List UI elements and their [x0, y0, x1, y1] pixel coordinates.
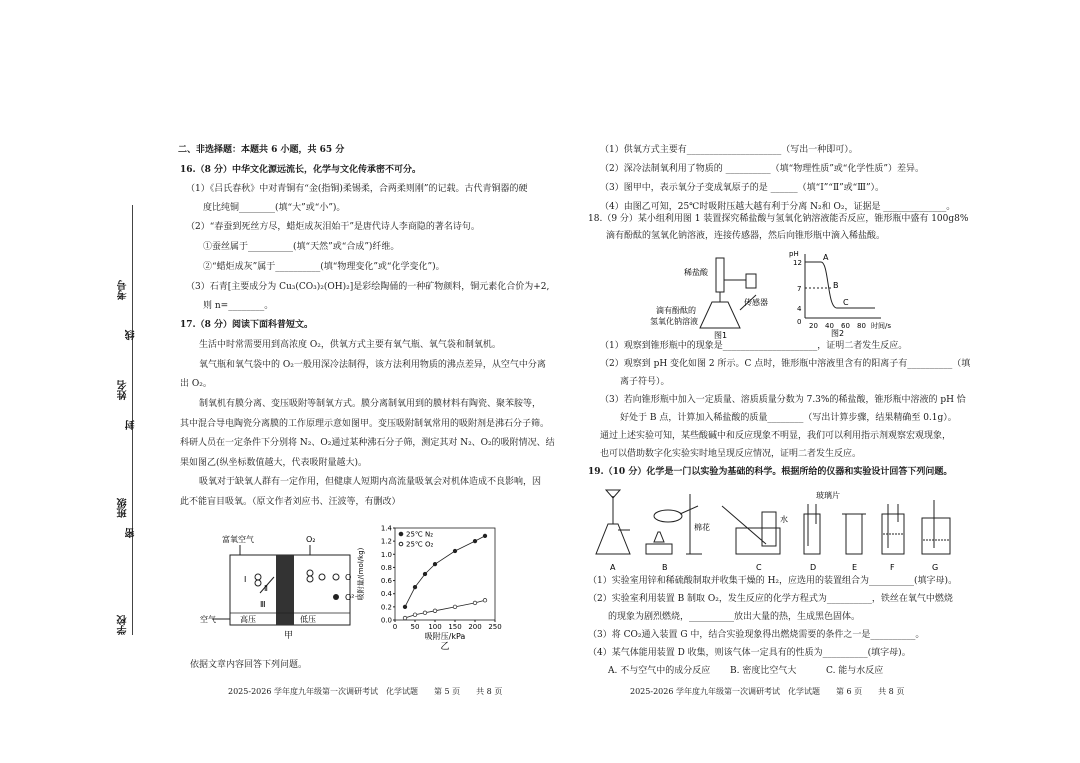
glass-plate-label: 玻璃片	[816, 491, 840, 500]
seal-xian: 线	[126, 330, 137, 340]
seal-feng: 封	[126, 420, 137, 430]
q19-title: 19.（10 分）化学是一门以实验为基础的科学。根据所给的仪器和实验设计回答下列问题。	[588, 467, 953, 477]
legend-marker	[399, 542, 403, 546]
q17-p3d: 果如图乙(纵坐标数值越大，代表吸附量越大)。	[180, 458, 368, 468]
label-d: D	[810, 563, 817, 572]
legend-o: O	[345, 573, 352, 582]
q18-title-2: 滴有酚酞的氢氧化钠溶液，连接传感器，然后向锥形瓶中滴入稀盐酸。	[606, 231, 886, 241]
q17-p3c: 科研人员在一定条件下分别将 N₂、O₂通过某种沸石分子筛，测定其对 N₂、O₂的吸附情况、结	[180, 438, 555, 448]
class-label: 班级	[118, 498, 129, 518]
x-tick-label: 150	[448, 623, 462, 631]
x-tick-label: 250	[488, 623, 502, 631]
option-a: A. 不与空气中的成分反应	[608, 666, 711, 676]
q16-2b: ②“蜡炬成灰”属于__________(填“物理变化”或“化学变化”)。	[203, 262, 445, 272]
enriched-air-label: 富氧空气	[222, 535, 254, 544]
apparatus-f	[882, 504, 904, 554]
data-point-n2	[403, 605, 407, 609]
q17-p2a: 氧气瓶和氧气袋中的 O₂一般用深冷法制得，该方法利用物质的沸点差异，从空气中分离	[199, 360, 546, 370]
r-q1: （1）供氧方式主要有_____________________（写出一种即可）。	[600, 145, 858, 155]
q16-2: （2）“春蚕到死丝方尽，蜡炬成灰泪始干”是唐代诗人李商隐的著名诗句。	[186, 222, 480, 232]
q19-3: （3）将 CO₂通入装置 G 中，结合实验现象得出燃烧需要的条件之一是__________。	[588, 630, 925, 640]
roman-1: Ⅰ	[244, 575, 247, 584]
legend-label: 25℃ N₂	[406, 530, 434, 539]
q16-title: 16.（8 分）中华文化源远流长，化学与文化传承密不可分。	[180, 165, 422, 175]
q16-1a: （1）《吕氏春秋》中对青铜有“金(指铜)柔锡柔，合两柔则刚”的记载。古代青铜器的硬	[186, 184, 528, 194]
q17-p3a: 制氧机有膜分离、变压吸附等制氧方式。膜分离制氧用到的膜材料有陶瓷、聚苯胺等，	[199, 399, 542, 409]
q16-3b: 则 n=________。	[203, 301, 274, 311]
data-point-o2	[433, 609, 437, 613]
air-label: 空气	[200, 615, 216, 624]
q18-2b: 离子符号）。	[620, 377, 670, 387]
membrane	[276, 555, 294, 625]
y-tick-label: 0.6	[380, 577, 392, 586]
y-tick-label: 1.2	[380, 537, 392, 546]
figure-2-ph	[785, 248, 915, 338]
fig2-y-4: 4	[797, 305, 802, 313]
fig1-solution-label-1: 滴有酚酞的	[656, 306, 696, 315]
fig2-x-60: 60	[841, 322, 850, 330]
section-title: 二、非选择题：本题共 6 小题，共 65 分	[178, 145, 345, 155]
legend-o2minus: O²⁻	[345, 593, 359, 602]
q17-p4b: 此不能盲目吸氧。（原文作者刘应书、汪波等，有删改）	[180, 497, 401, 507]
q19-1: （1）实验室用锌和稀硫酸制取并收集干燥的 H₂，应选用的装置组合为__________(填字母)。	[588, 576, 958, 586]
school-label: 学校	[118, 615, 129, 635]
fig1-acid-label: 稀盐酸	[684, 268, 708, 277]
q18-1: （1）观察到锥形瓶中的现象是_____________________，证明二者发生反应。	[600, 341, 908, 351]
data-point-n2	[453, 549, 457, 553]
fig2-y-12: 12	[793, 259, 802, 267]
data-point-o2	[403, 616, 407, 620]
option-c: C. 能与水反应	[826, 666, 884, 676]
q18-3a: （3）若向锥形瓶中加入一定质量、溶质质量分数为 7.3%的稀盐酸，锥形瓶中溶液的 pH 恰	[600, 395, 966, 405]
apparatus-row	[590, 484, 960, 574]
cotton-label: 棉花	[694, 523, 710, 532]
left-footer: 2025-2026 学年度九年级第一次调研考试 化学试题 第 5 页 共 8 页	[228, 687, 503, 696]
q18-title: 18.（9 分）某小组利用图 1 装置探究稀盐酸与氢氧化钠溶液能否反应，锥形瓶中盛有 100g8%	[588, 214, 969, 224]
high-pressure-label: 高压	[240, 615, 256, 624]
data-point-o2	[473, 601, 477, 605]
q17-p1: 生活中时常需要用到高浓度 O₂，供氧方式主要有氧气瓶、氧气袋和制氧机。	[199, 340, 501, 350]
roman-2: Ⅱ	[264, 584, 268, 593]
q17-p3b: 其中混合导电陶瓷分离膜的工作原理示意如图甲。变压吸附制氧常用的吸附剂是沸石分子筛。	[180, 419, 550, 429]
label-e: E	[852, 563, 858, 572]
data-point-n2	[433, 562, 437, 566]
fig1-caption: 图1	[714, 331, 728, 340]
low-pressure-label: 低压	[300, 615, 316, 624]
y-tick-label: 0.8	[380, 563, 392, 572]
exam-number-label: 考号	[118, 280, 129, 300]
y-tick-label: 0.2	[380, 603, 392, 612]
fig2-point-b: B	[833, 281, 839, 290]
label-g: G	[932, 563, 939, 572]
data-point-n2	[473, 539, 477, 543]
data-point-o2	[413, 613, 417, 617]
y-tick-label: 1.0	[380, 550, 392, 559]
name-label: 姓名	[118, 380, 129, 400]
x-tick-label: 100	[428, 623, 442, 631]
q18-3b: 好处于 B 点，计算加入稀盐酸的质量________（写出计算步骤，结果精确至 0.1g）。	[620, 413, 957, 423]
q16-3a: （3）石青[主要成分为 Cu₃(CO₃)₂(OH)₂]是彩绘陶俑的一种矿物颜料，铜元素化合价为+2,	[186, 282, 550, 292]
q17-p4a: 吸氧对于缺氧人群有一定作用，但健康人短期内高流量吸氧会对机体造成不良影响，因	[199, 477, 542, 487]
figure-jia	[200, 525, 360, 650]
answer-prompt: 依据文章内容回答下列问题。	[190, 660, 308, 670]
q19-2b: 的现象为剧烈燃烧，__________放出大量的热，生成黑色固体。	[608, 612, 861, 622]
x-tick-label: 0	[392, 623, 398, 631]
r-q3: （3）图甲中，表示氧分子变成氧原子的是 ______（填“Ⅰ”“Ⅱ”或“Ⅲ”）。	[600, 183, 885, 193]
label-a: A	[610, 563, 616, 572]
o2-out-label: O₂	[306, 535, 316, 544]
fig2-x-20: 20	[809, 322, 818, 330]
chart-yi	[355, 520, 505, 650]
label-f: F	[890, 563, 895, 572]
figure-jia-caption: 甲	[284, 631, 294, 641]
fig2-y-0: 0	[797, 318, 802, 326]
label-b: B	[662, 563, 668, 572]
q18-2a: （2）观察到 pH 变化如图 2 所示。C 点时，锥形瓶中溶液里含有的阳离子有__________（填	[600, 359, 971, 369]
y-tick-label: 1.4	[380, 524, 392, 533]
fig2-y-7: 7	[797, 285, 802, 293]
option-b: B. 密度比空气大	[730, 666, 797, 676]
data-point-n2	[413, 585, 417, 589]
apparatus-d	[804, 504, 820, 554]
y-tick-label: 0.4	[380, 590, 392, 599]
figure-yi-caption: 乙	[440, 642, 450, 650]
fig2-ph-label: pH	[789, 250, 799, 258]
data-point-o2	[483, 598, 487, 602]
r-q2: （2）深冷法制氧利用了物质的 __________（填“物理性质”或“化学性质”）差异。	[600, 164, 924, 174]
data-point-o2	[423, 611, 427, 615]
fig1-sensor-label: 传感器	[744, 298, 768, 307]
y-axis-label: 吸附量/(mol/kg)	[357, 547, 365, 601]
q18-4a: 通过上述实验可知，某些酸碱中和反应现象不明显，我们可以利用指示剂观察宏观现象，	[600, 431, 952, 441]
water-label: 水	[780, 515, 788, 524]
fig2-point-c: C	[843, 298, 849, 307]
q16-1b: 度比纯铜________(填“大”或“小”)。	[203, 203, 346, 213]
fig2-x-80: 80	[857, 322, 866, 330]
data-point-o2	[453, 605, 457, 609]
x-tick-label: 50	[410, 623, 420, 631]
data-point-n2	[423, 572, 427, 576]
fig2-caption: 图2	[831, 329, 845, 338]
q17-title: 17.（8 分）阅读下面科普短文。	[180, 320, 314, 330]
fig2-point-a: A	[823, 253, 829, 262]
q16-2a: ①蚕丝属于__________(填“天然”或“合成”)纤维。	[203, 242, 400, 252]
apparatus-e	[842, 514, 866, 554]
q18-4b: 也可以借助数字化实验实时地呈现反应情况，证明二者发生反应。	[600, 449, 862, 459]
apparatus-c	[722, 506, 780, 554]
fig2-time-label: 时间/s	[871, 322, 892, 330]
seal-mi: 密	[126, 528, 137, 538]
q19-4: （4）某气体能用装置 D 收集，则该气体一定具有的性质为__________(填字母)。	[588, 648, 911, 658]
roman-3: Ⅲ	[260, 600, 266, 609]
figure-1-apparatus	[620, 250, 790, 340]
q17-p2b: 出 O₂。	[180, 379, 212, 389]
x-tick-label: 200	[468, 623, 482, 631]
fig1-solution-label-2: 氢氧化钠溶液	[650, 317, 698, 326]
x-axis-label: 吸附压/kPa	[424, 632, 466, 641]
legend-label: 25℃ O₂	[406, 540, 434, 549]
q19-2a: （2）实验室利用装置 B 制取 O₂，发生反应的化学方程式为__________，铁丝在氧气中燃烧	[588, 594, 953, 604]
data-point-n2	[483, 534, 487, 538]
apparatus-a	[596, 490, 630, 554]
r-q4: （4）由图乙可知，25℃时吸附压越大越有利于分离 N₂和 O₂，证据是 ______________。	[600, 202, 956, 212]
label-c: C	[756, 563, 762, 572]
apparatus-g	[922, 500, 950, 554]
right-footer: 2025-2026 学年度九年级第一次调研考试 化学试题 第 6 页 共 8 页	[630, 687, 905, 696]
fig2-x-40: 40	[825, 322, 834, 330]
legend-marker	[399, 532, 403, 536]
y-tick-label: 0.0	[380, 616, 392, 625]
